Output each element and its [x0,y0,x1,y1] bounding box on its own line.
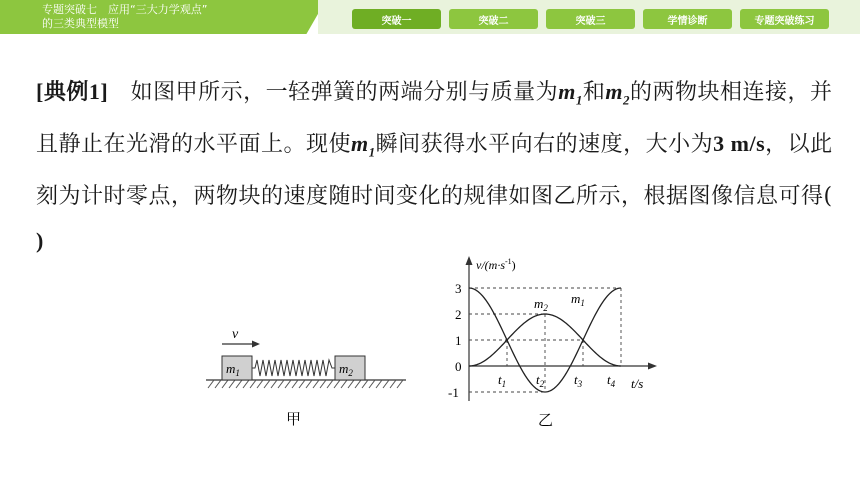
ground-hatch [208,380,403,388]
problem-text [36,70,836,264]
x-tick-t1: $t_1$ [498,372,507,389]
figure-jia-spring-system [200,318,415,433]
section-tabs [352,9,829,29]
x-axis-label: t/s [631,376,644,391]
figure-yi-caption: 乙 [538,413,554,429]
problem-sentence-3: 瞬间获得水平向右的速度，大小为 [375,132,714,158]
spring [252,360,335,376]
problem-sentence-4: ，以此刻为计时零点，两物块的速度随时间变化的规律如图乙所示，根据图像信息可得( [36,132,833,209]
velocity-arrow-head [252,341,260,348]
mass-m2: $m_2$ [605,79,630,108]
top-header [0,0,860,34]
answer-blank[interactable] [833,184,860,209]
example-tag: [典例1] [36,79,109,104]
tab-special-practice[interactable]: 专题突破练习 [740,9,829,29]
problem-sentence-2: 的两物块相连接，并且静止在光滑的水平面上。现使 [36,80,833,158]
velocity-label: v [232,327,239,342]
y-tick-neg1: -1 [448,385,459,400]
y-axis-arrow [466,256,473,265]
block-m1-label: $m_1$ [226,361,240,378]
mass-m1-again: $m_1$ [351,131,376,160]
y-axis-label: $v/(m\cdot s^{-1})$ [476,257,516,272]
figure-jia-caption: 甲 [286,412,302,428]
tab-breakthrough-1[interactable]: 突破一 [352,9,441,29]
chapter-title-line2: 的三类典型模型 [42,17,119,30]
figure-yi-vt-graph [438,253,658,433]
y-tick-1: 1 [455,333,462,348]
x-tick-t3: $t_3$ [574,372,583,389]
mass-m1: $m_1$ [558,79,583,108]
chapter-title [42,3,207,31]
block-m2-label: $m_2$ [339,361,353,378]
problem-sentence-1: 如图甲所示，一轻弹簧的两端分别与质量为 [130,80,559,105]
y-tick-0: 0 [455,359,462,374]
initial-speed: 3 m/s [713,131,766,157]
tab-breakthrough-3[interactable]: 突破三 [546,9,635,29]
chapter-title-line1: 专题突破七 应用“三大力学观点” [42,3,208,16]
problem-and: 和 [582,80,606,105]
series-m2-label: $m_2$ [534,296,548,313]
x-axis-arrow [648,363,657,370]
y-tick-2: 2 [455,307,462,322]
problem-close-paren: ) [36,227,44,253]
tab-breakthrough-2[interactable]: 突破二 [449,9,538,29]
x-tick-t4: $t_4$ [607,372,616,389]
x-tick-t2: $t_2$ [536,372,545,389]
series-m1-label: $m_1$ [571,291,585,308]
tab-learning-diagnosis[interactable]: 学情诊断 [643,9,732,29]
y-tick-3: 3 [455,281,462,296]
